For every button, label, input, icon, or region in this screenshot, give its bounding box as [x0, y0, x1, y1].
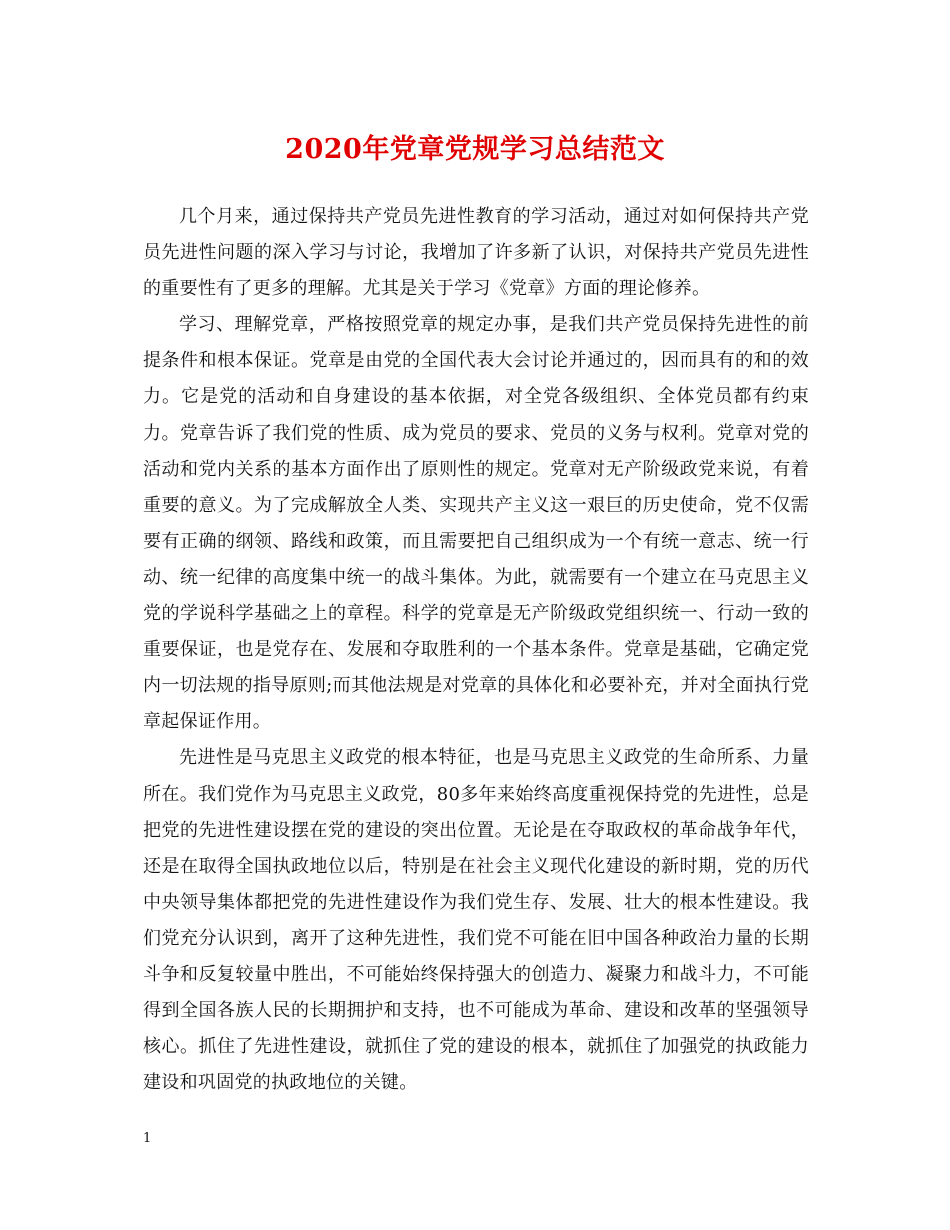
paragraph-3: 先进性是马克思主义政党的根本特征，也是马克思主义政党的生命所系、力量所在。我们党作为马克思主义政党，80多年来始终高度重视保持党的先进性，总是把党的先进性建设摆在党的建设的突出位置。无论是在夺取政权的革命战争年代，还是在取得全国执政地位以后，特别是在社会主义现代化建设的新时期，党的历代中央领导集体都把党的先进性建设作为我们党生存、发展、壮大的根本性建设。我们党充分认识到，离开了这种先进性，我们党不可能在旧中国各种政治力量的长期斗争和反复较量中胜出，不可能始终保持强大的创造力、凝聚力和战斗力，不可能得到全国各族人民的长期拥护和支持，也不可能成为革命、建设和改革的坚强领导核心。抓住了先进性建设，就抓住了党的建设的根本，就抓住了加强党的执政能力建设和巩固党的执政地位的关键。 — [143, 747, 809, 1094]
paragraph-1: 几个月来，通过保持共产党员先进性教育的学习活动，通过对如何保持共产党员先进性问题的深入学习与讨论，我增加了许多新了认识，对保持共产党员先进性的重要性有了更多的理解。尤其是关于学习《党章》方面的理论修养。 — [143, 206, 809, 300]
paragraph-2: 学习、理解党章，严格按照党章的规定办事，是我们共产党员保持先进性的前提条件和根本保证。党章是由党的全国代表大会讨论并通过的，因而具有的和的效力。它是党的活动和自身建设的基本依据，对全党各级组织、全体党员都有约束力。党章告诉了我们党的性质、成为党员的要求、党员的义务与权利。党章对党的活动和党内关系的基本方面作出了原则性的规定。党章对无产阶级政党来说，有着重要的意义。为了完成解放全人类、实现共产主义这一艰巨的历史使命，党不仅需要有正确的纲领、路线和政策，而且需要把自己组织成为一个有统一意志、统一行动、统一纪律的高度集中统一的战斗集体。为此，就需要有一个建立在马克思主义党的学说科学基础之上的章程。科学的党章是无产阶级政党组织统一、行动一致的重要保证，也是党存在、发展和夺取胜利的一个基本条件。党章是基础，它确定党内一切法规的指导原则;而其他法规是对党章的具体化和必要补充，并对全面执行党章起保证作用。 — [143, 314, 809, 733]
document-title: 2020年党章党规学习总结范文 — [285, 134, 665, 165]
document-body — [143, 199, 809, 1101]
page-number: 1 — [143, 1131, 152, 1146]
